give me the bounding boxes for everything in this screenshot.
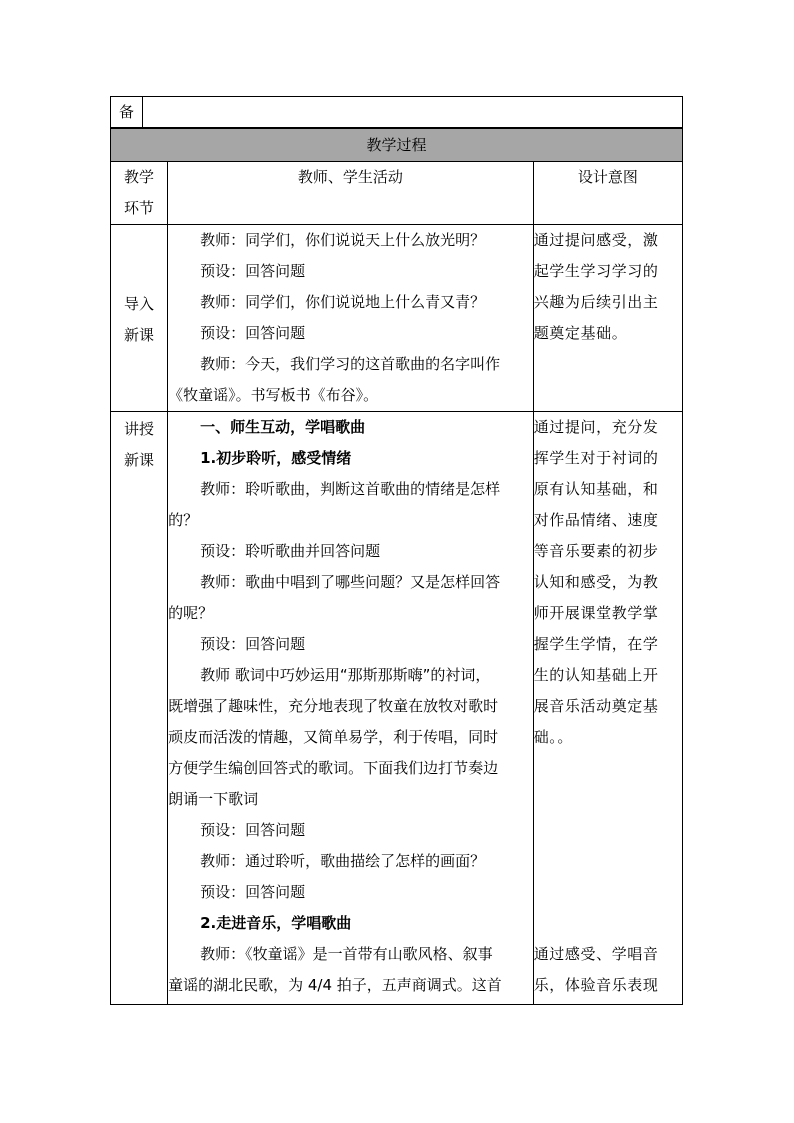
- activity-line: 教师：今天，我们学习的这首歌曲的名字叫作: [200, 355, 501, 373]
- intro-stage-line2: 新课: [124, 326, 155, 344]
- intent-line: 础。。: [533, 728, 574, 746]
- activity-line: 顽皮而活泼的情趣，又简单易学，利于传唱，同时: [168, 728, 499, 746]
- activity-line: 预设：聆听歌曲并回答问题: [200, 542, 381, 560]
- intro-row: [111, 225, 683, 412]
- intent-line: 通过提问感受，激: [533, 231, 659, 249]
- intent-line: 握学生学情，在学: [533, 635, 659, 653]
- section-heading: 一、师生互动，学唱歌曲: [200, 418, 366, 436]
- intent-line: 通过感受、学唱音: [533, 945, 659, 963]
- intent-line: 展音乐活动奠定基: [533, 697, 659, 715]
- activity-line: 童谣的湖北民歌，为 4/4 拍子，五声商调式。这首: [168, 976, 502, 994]
- intent-line: 乐，体验音乐表现: [533, 976, 659, 994]
- section-title-row: [111, 129, 683, 162]
- intent-line: 师开展课堂教学掌: [533, 604, 659, 622]
- header-stage-line1: 教学: [124, 168, 155, 186]
- intent-line: 认知和感受，为教: [533, 573, 659, 591]
- activity-line: 的呢？: [168, 604, 214, 622]
- activity-line: 教师：聆听歌曲，判断这首歌曲的情绪是怎样: [200, 480, 501, 498]
- header-stage-line2: 环节: [124, 199, 155, 217]
- activity-line: 教师：同学们，你们说说地上什么青又青？: [200, 293, 486, 311]
- teach-row: [111, 412, 683, 1005]
- activity-line: 的？: [168, 511, 199, 529]
- subsection-heading: 1.初步聆听，感受情绪: [200, 449, 352, 467]
- activity-line: 教师：歌曲中唱到了哪些问题？又是怎样回答: [200, 573, 501, 591]
- intent-line: 生的认知基础上开: [533, 666, 659, 684]
- activity-line: 预设：回答问题: [200, 262, 306, 280]
- subsection-heading: 2.走进音乐，学唱歌曲: [200, 914, 352, 932]
- section-title: 教学过程: [111, 129, 683, 162]
- intro-intent: [533, 225, 682, 412]
- intro-stage-line1: 导入: [124, 295, 155, 313]
- teach-activities: [168, 412, 534, 1005]
- activity-line: 预设：回答问题: [200, 821, 306, 839]
- header-row: [111, 162, 683, 225]
- activity-line: 教师：《牧童谣》是一首带有山歌风格、叙事: [200, 945, 493, 963]
- header-intent: 设计意图: [533, 162, 682, 225]
- activity-line: 既增强了趣味性，充分地表现了牧童在放牧对歌时: [168, 697, 499, 715]
- intent-line: 通过提问，充分发: [533, 418, 659, 436]
- activity-line: 方便学生编创回答式的歌词。下面我们边打节奏边: [168, 759, 499, 777]
- header-activity: 教师、学生活动: [168, 162, 534, 225]
- lesson-table: [110, 128, 683, 1005]
- activity-line: 教师：通过聆听，歌曲描绘了怎样的画面？: [200, 852, 486, 870]
- activity-line: 教师 歌词中巧妙运用“那斯那斯嗨”的衬词，: [200, 666, 491, 684]
- prep-row: [110, 96, 683, 128]
- intent-line: 挥学生对于衬词的: [533, 449, 659, 467]
- intent-spacer: [534, 753, 682, 939]
- teach-stage-cell: [111, 412, 168, 1005]
- intent-line: 等音乐要素的初步: [533, 542, 659, 560]
- intent-line: 兴趣为后续引出主: [533, 293, 659, 311]
- activity-line: 《牧童谣》。书写板书《布谷》。: [168, 386, 379, 404]
- activity-line: 朗诵一下歌词: [168, 790, 259, 808]
- intro-activities: [168, 225, 534, 412]
- teach-stage-line2: 新课: [124, 451, 155, 469]
- activity-line: 预设：回答问题: [200, 635, 306, 653]
- intent-line: 起学生学习学习的: [533, 262, 659, 280]
- intro-stage-cell: [111, 225, 168, 412]
- header-stage-cell: [111, 162, 168, 225]
- activity-line: 预设：回答问题: [200, 324, 306, 342]
- prep-label: 备: [111, 97, 143, 127]
- activity-line: 预设：回答问题: [200, 883, 306, 901]
- teach-stage-line1: 讲授: [124, 420, 155, 438]
- teach-intent: [533, 412, 682, 1005]
- intent-line: 对作品情绪、速度: [533, 511, 659, 529]
- intent-line: 原有认知基础，和: [533, 480, 659, 498]
- intent-line: 题奠定基础。: [533, 324, 628, 342]
- activity-line: 教师：同学们，你们说说天上什么放光明？: [200, 231, 486, 249]
